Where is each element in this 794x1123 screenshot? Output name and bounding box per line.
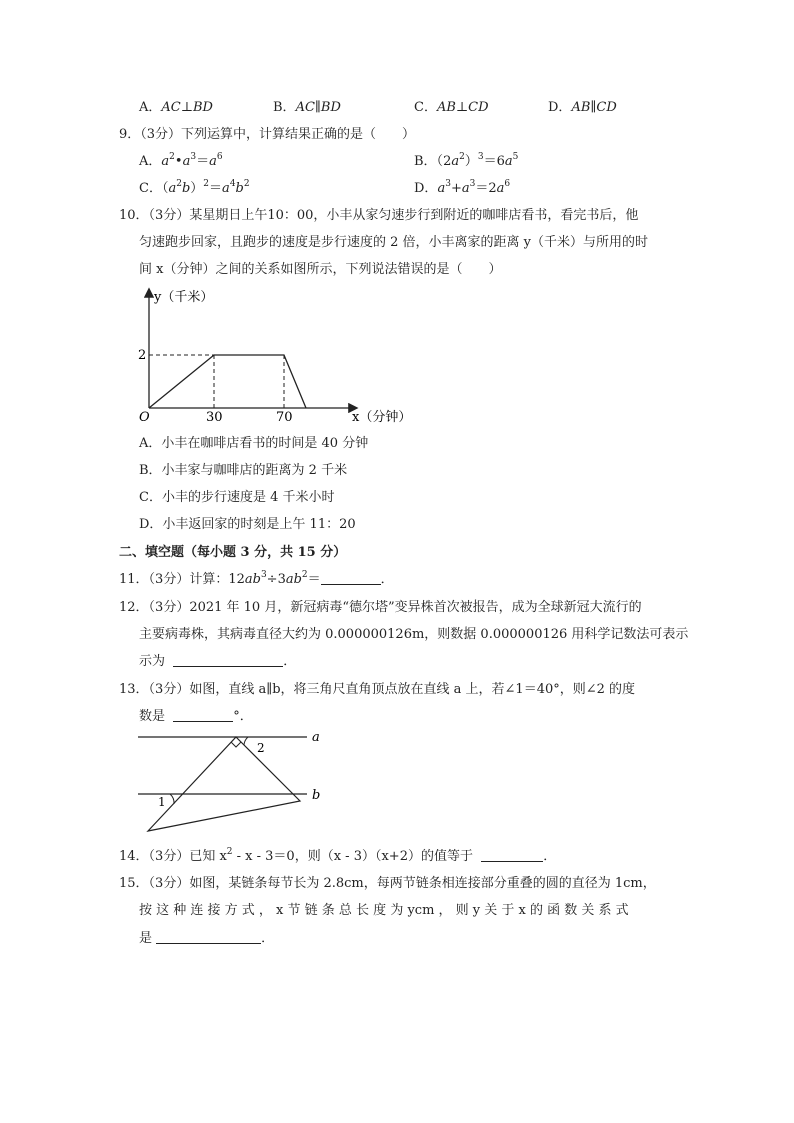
y-axis-label: y（千米） — [154, 290, 214, 305]
q15-line2: 按 这 种 连 接 方 式 ， x 节 链 条 总 长 度 为 ycm ， 则 y 关 于 x 的 函 数 关 系 式 — [139, 903, 629, 918]
q10-line3: 间 x（分钟）之间的关系如图所示，下列说法错误的是（ ） — [139, 262, 502, 277]
q13-answer-blank[interactable] — [173, 709, 233, 722]
q10-line1: 10．（3分）某星期日上午10：00，小丰从家匀速步行到附近的咖啡店看书，看完书后，他 — [119, 208, 639, 223]
q11-answer-blank[interactable] — [321, 572, 381, 585]
x-tick-30: 30 — [206, 410, 223, 425]
angle-2-arc — [244, 737, 248, 745]
q12-line1: 12．（3分）2021 年 10 月，新冠病毒“德尔塔”变异株首次被报告，成为全球新冠大流行的 — [119, 600, 642, 615]
q10-option-d: D．小丰返回家的时刻是上午 11：20 — [139, 517, 356, 532]
q10-option-a: A．小丰在咖啡店看书的时间是 40 分钟 — [139, 436, 369, 451]
x-tick-70: 70 — [276, 410, 293, 425]
q9-option-d: D．$a^3+a^3=2a^6$ — [414, 179, 511, 196]
origin-label: O — [139, 410, 150, 425]
q12-answer-blank[interactable] — [173, 654, 283, 667]
q15-line3: 是 ． — [139, 931, 275, 946]
q12-line3: 示为 ． — [139, 654, 297, 669]
q9-stem: 9．（3分）下列运算中，计算结果正确的是（ ） — [119, 127, 416, 142]
q8-option-d: D．AB∥CD — [548, 100, 617, 115]
right-angle-mark — [231, 742, 241, 747]
q8-option-b: B．AC∥BD — [273, 100, 341, 115]
x-axis-label: x（分钟） — [352, 410, 412, 425]
q10-distance-time-graph — [130, 282, 420, 428]
q12-line2: 主要病毒株，其病毒直径大约为 0.000000126m，则数据 0.000000126 用科学记数法可表示 — [139, 627, 689, 642]
label-b: b — [312, 788, 321, 803]
label-angle-2: 2 — [257, 741, 265, 755]
q13-line2: 数是 °． — [139, 709, 253, 724]
q13-parallel-lines-figure — [130, 727, 330, 837]
q14: 14．（3分）已知 $x^2 - x - 3=0$，则（x - 3）（x+2）的值等于 ． — [119, 847, 557, 864]
q13-line1: 13．（3分）如图，直线 a∥b，将三角尺直角顶点放在直线 a 上，若∠1＝40°，则∠2 的度 — [119, 682, 636, 697]
section-heading-fill-in: 二、填空题（每小题 3 分，共 15 分） — [119, 545, 347, 560]
q10-option-b: B．小丰家与咖啡店的距离为 2 千米 — [139, 463, 348, 478]
q8-option-a: A．AC⊥BD — [139, 100, 213, 115]
q8-option-c: C．AB⊥CD — [414, 100, 489, 115]
angle-1-arc — [170, 794, 174, 804]
q9-option-c: C．$(a^2b)^2=a^4b^2$ — [139, 179, 250, 196]
triangle-ruler — [148, 737, 300, 831]
q15-answer-blank[interactable] — [156, 931, 261, 944]
q9-option-a: A．$a^2•a^3=a^6$ — [139, 152, 223, 169]
q10-option-c: C．小丰的步行速度是 4 千米小时 — [139, 490, 335, 505]
distance-curve — [149, 355, 306, 408]
q14-answer-blank[interactable] — [481, 849, 543, 862]
y-tick-2: 2 — [138, 348, 147, 363]
q15-line1: 15．（3分）如图，某链条每节长为 2.8cm，每两节链条相连接部分重叠的圆的直径为 1cm， — [119, 876, 656, 891]
q9-option-b: B．$(2a^2)^3=6a^5$ — [414, 152, 519, 169]
q10-line2: 匀速跑步回家，且跑步的速度是步行速度的 2 倍，小丰离家的距离 y（千米）与所用的时 — [139, 235, 649, 250]
label-a: a — [312, 730, 320, 745]
q11: 11．（3分）计算：$12ab^3\div 3ab^2=$ ． — [119, 570, 394, 587]
label-angle-1: 1 — [158, 795, 166, 809]
